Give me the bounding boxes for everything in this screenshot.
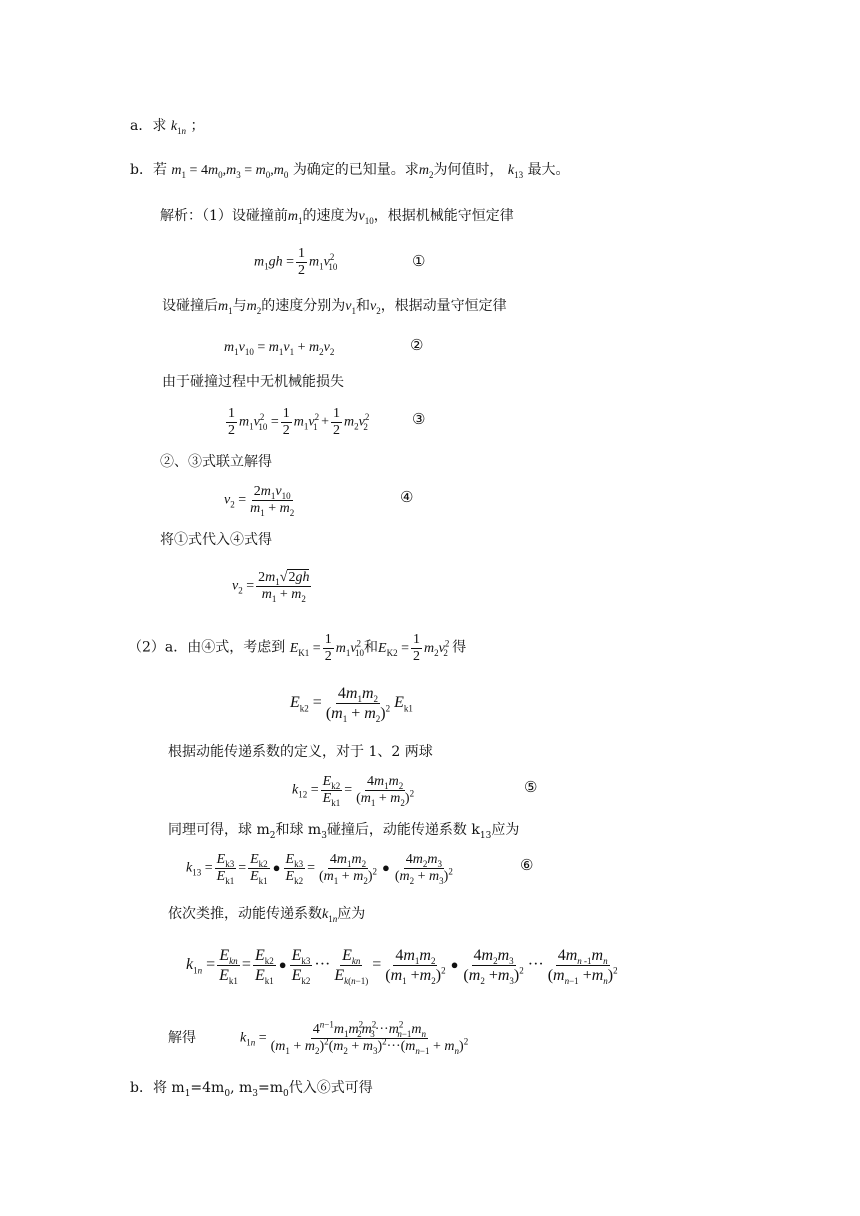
question-b: b．若 $m_1 = 4m_0,m_3 = m_0,m_0$ 为确定的已知量。求$m_2$为何值时， $k_{13}$ 最大。: [130, 162, 570, 180]
after-collision-text: 设碰撞后$m_1$与$m_2$的速度分别为$v_1$和$v_2$，根据动量守恒定律: [162, 298, 507, 316]
marker-1: ①: [412, 252, 426, 270]
equation-v2-sqrt: $v_2$ = $\frac{2m_1√2gh}{m_1 + m_2}$: [232, 570, 310, 604]
solve-text: ②、③式联立解得: [160, 454, 272, 470]
part2-a: （2）a．由④式，考虑到 $E_{K1}$ = $\frac{1}{2}$ $m_1v^2_{10}$和$E_{K2}$ = $\frac{1}{2}$ $m_2v^2_2$ 得: [128, 632, 467, 664]
equation-4: $v_2$ = $\frac{2m_1v_{10}}{m_1 + m_2}$: [224, 484, 295, 518]
similarly-text: 同理可得，球 $m_2$和球 $m_3$碰撞后，动能传递系数 $k_{13}$应为: [168, 822, 520, 841]
solution-label: 解得: [168, 1030, 196, 1046]
marker-2: ②: [410, 336, 424, 354]
equation-ek2: $E_{k2}$ = $\frac{4m_1m_2}{(m_1 + m_2)^2}$ $E_{k1}$: [290, 685, 413, 725]
equation-k1n-solution: $k_{1n}$ = $\frac{4^{n-1}m_1m^2_2m^2_3\cdot\cdot\cdot m^2_{n-1}m_n}{(m_1 + m_2)^2(m_2 + m_3)^2\cdot\cdot\cdot(m_{n-1} + m_n)^2}$: [240, 1019, 469, 1056]
k1n-symbol: $k_{1n}$: [170, 119, 187, 136]
no-energy-loss-text: 由于碰撞过程中无机械能损失: [162, 374, 344, 390]
equation-3: $\frac{1}{2}$ $m_1v^2_{10}$ = $\frac{1}{2}$ $m_1v^2_1$ + $\frac{1}{2}$ $m_2v^2_2$: [228, 406, 370, 438]
marker-5: ⑤: [524, 778, 538, 796]
equation-2: $m_1v_{10} = m_1v_1 + m_2v_2$: [224, 340, 335, 357]
analogy-text: 依次类推，动能传递系数$k_{1n}$应为: [168, 906, 366, 924]
equation-1: $m_1gh$ = $\frac{1}{2}$ $m_1v^2_{10}$: [254, 246, 338, 278]
analysis-intro: 解析：（1）设碰撞前$m_1$的速度为$v_{10}$，根据机械能守恒定律: [160, 208, 514, 226]
final-b: b．将 $m_1=4m_0$, $m_3=m_0$代入⑥式可得: [130, 1080, 373, 1099]
marker-4: ④: [400, 488, 414, 506]
marker-6: ⑥: [520, 856, 534, 874]
equation-k1n-general: $k_{1n}$ = $\frac{E_{kn}}{E_{k1}}$ = $\frac{E_{k2}}{E_{k1}}$ ● $\frac{E_{k3}}{E_{k2}}$ ··· $\frac{E_{kn}}{E_{k(n-1)}}$ = $\frac{4m_1m_2}{(m_1 +m_2)^2}$ ● $\frac{4m_2m_3}{(m_2 +m_3)^2}$ ··· $\frac{4m_{n -1}m_n}{(m_{n-1} +m_n)^2}$: [186, 947, 618, 987]
equation-6: $k_{13}$ = $\frac{E_{k3}}{E_{k1}}$ = $\frac{E_{k2}}{E_{k1}}$ ● $\frac{E_{k3}}{E_{k2}}$ = $\frac{4m_1m_2}{(m_1 + m_2)^2}$ ● $\frac{4m_2m_3}{(m_2 + m_3)^2}$: [186, 852, 453, 886]
substitute-text: 将①式代入④式得: [160, 532, 272, 548]
definition-text: 根据动能传递系数的定义，对于 1、2 两球: [168, 744, 433, 760]
question-a: a．求 $k_{1n}$ ；: [130, 118, 205, 136]
equation-5: $k_{12}$ = $\frac{E_{k2}}{E_{k1}}$ = $\frac{4m_1m_2}{(m_1 + m_2)^2}$: [292, 774, 415, 808]
marker-3: ③: [412, 410, 426, 428]
